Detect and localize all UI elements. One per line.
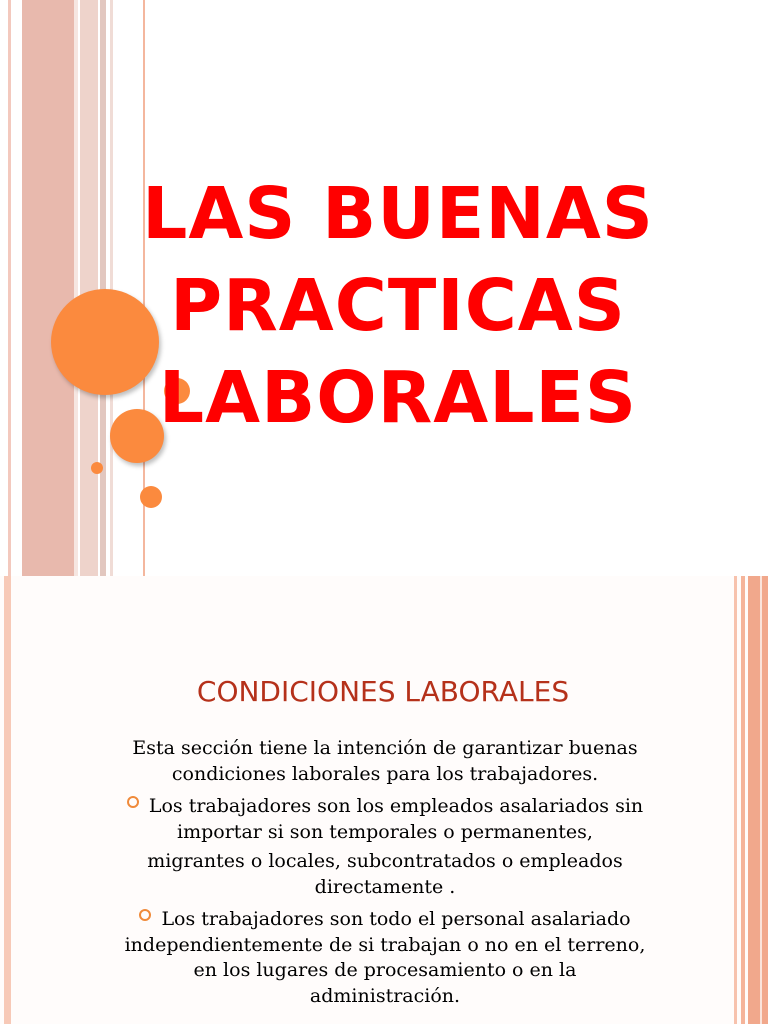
decorative-stripe — [4, 576, 11, 1024]
decorative-stripe — [734, 576, 737, 1024]
decorative-stripe — [741, 576, 745, 1024]
decorative-stripe — [80, 0, 98, 576]
title-line: LABORALES — [158, 356, 638, 439]
content-slide — [0, 576, 768, 1024]
decorative-stripe — [748, 576, 768, 1024]
bullet-circle-icon — [127, 796, 139, 808]
bullet-text: Los trabajadores son todo el personal asalariado independientemente de si trabajan o no en el terreno, en los lugares de procesamiento o en la administración. — [124, 908, 646, 1007]
decorative-stripe — [22, 0, 74, 576]
decorative-stripe — [110, 0, 113, 576]
intro-paragraph: Esta sección tiene la intención de garantizar buenas condiciones laborales para los trabajadores. — [132, 737, 638, 785]
title-line: PRACTICAS — [170, 264, 626, 347]
bullet-item — [118, 794, 652, 845]
decorative-stripe — [100, 0, 106, 576]
decorative-stripe — [760, 576, 762, 1024]
bullet-continuation: migrantes o locales, subcontratados o empleados directamente . — [147, 850, 623, 898]
slide-body — [118, 736, 652, 1016]
small-circle-decoration — [140, 486, 162, 508]
title-line: LAS BUENAS — [142, 172, 654, 255]
bullet-text: Los trabajadores son los empleados asalariados sin importar si son temporales o permanentes, — [148, 795, 644, 843]
bullet-item — [118, 907, 652, 1009]
decorative-stripe — [74, 0, 78, 576]
tiny-circle-decoration — [91, 462, 103, 474]
slide-heading: CONDICIONES LABORALES — [196, 675, 570, 708]
decorative-stripe — [8, 0, 11, 576]
slide-title — [128, 168, 668, 444]
bullet-circle-icon — [139, 909, 151, 921]
